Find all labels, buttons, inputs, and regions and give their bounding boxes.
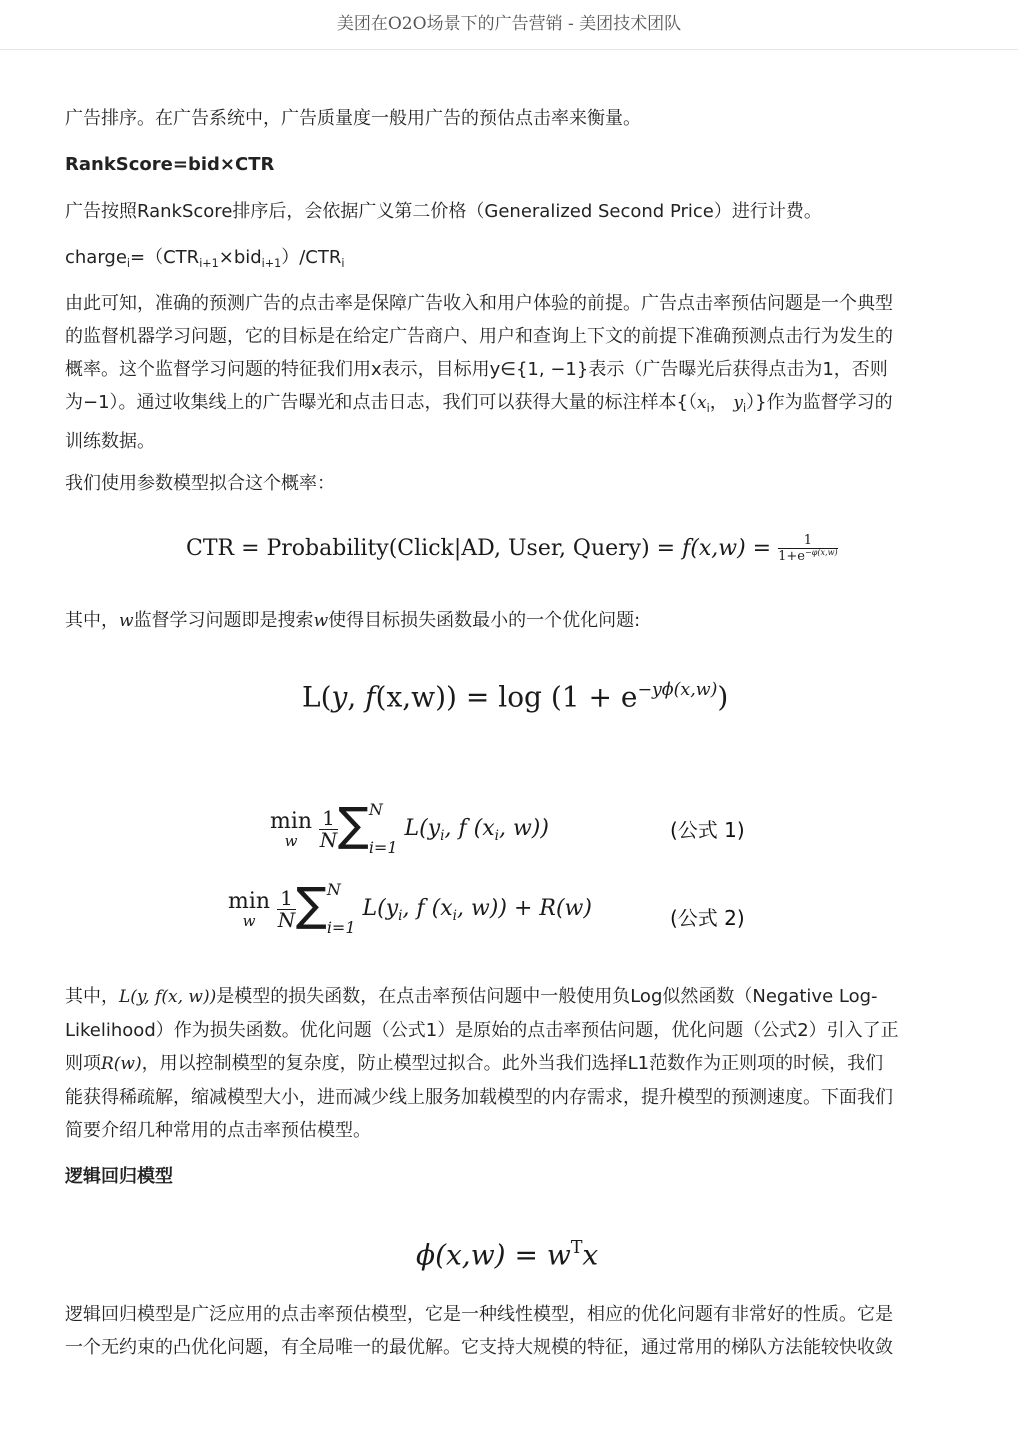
- paragraph-loss-function: 其中，L(y, f(x, w))是模型的损失函数，在点击率预估问题中一般使用负Log似然函数（Negative Log- Likelihood）作为损失函数。优化问题（公式1）是原始的点击率预估问题，优化问题（公式2）引入了正 则项R(w)，用以控制模型的复杂度，防止模型过拟合。此外当我们选择L1范数作为正则项的时候，我们 能获得稀疏解，缩减模型大小，进而减少线上服务加载模型的内存需求，提升模型的预测速度。下面我们 简要介绍几种常用的点击率预估模型。: [65, 986, 899, 1141]
- page-header: [0, 0, 1018, 50]
- paragraph-ad-ranking: 广告排序。在广告系统中，广告质量度一般用广告的预估点击率来衡量。: [65, 108, 641, 129]
- paragraph-gsp: 广告按照RankScore排序后，会依据广义第二价格（Generalized Second Price）进行计费。: [65, 201, 822, 222]
- paragraph-optimization: 其中，w监督学习问题即是搜索w使得目标损失函数最小的一个优化问题:: [65, 610, 641, 631]
- paragraph-param-model: 我们使用参数模型拟合这个概率：: [65, 473, 335, 494]
- objective-equation-2: min w $\frac{1}{N}$ ∑ N i=1 $L(y_i$, f ($x_i$, w)) + R(w): [228, 877, 592, 937]
- charge-formula: $charge_i=(CTR_{i+1}\times bid_{i+1})/CTR_i$: [65, 247, 345, 270]
- objective-equation-1: min w $\frac{1}{N}$ ∑ N i=1 $L(y_i$, f ($x_i$, w)): [270, 797, 549, 857]
- paragraph-logistic-regression: 逻辑回归模型是广泛应用的点击率预估模型，它是一种线性模型，相应的优化问题有非常好的性质。它是 一个无约束的凸优化问题，有全局唯一的最优解。它支持大规模的特征，通过常用的梯队方法能较快收敛: [65, 1304, 893, 1358]
- page-title: 美团在O2O场景下的广告营销 - 美团技术团队: [336, 14, 682, 34]
- equation-1-tag: (公式 1): [670, 818, 745, 842]
- section-heading-logistic-regression: 逻辑回归模型: [65, 1166, 173, 1187]
- ctr-equation: CTR = Probability(Click|AD, User, Query) = f(x,w) = $\frac{1}{1+e^{-\varphi(x,w)}}$: [186, 533, 838, 564]
- paragraph-ctr-problem: 由此可知，准确的预测广告的点击率是保障广告收入和用户体验的前提。广告点击率预估问题是一个典型 的监督机器学习问题，它的目标是在给定广告商户、用户和查询上下文的前提下准确预测点击行为发生的 概率。这个监督学习问题的特征我们用x表示，目标用y∈{1, −1}表示（广告曝光后获得点击为1，否则 为−1）。通过收集线上的广告曝光和点击日志，我们可以获得大量的标注样本{（$x_i$， $y_i$）}作为监督学习的 训练数据。: [65, 293, 893, 452]
- equation-2-tag: (公式 2): [670, 906, 745, 930]
- phi-equation: $\phi(x,w) = w^Tx$: [416, 1238, 599, 1272]
- loss-equation: L(y, $f(x,w)) = \log (1 + e^{-y\phi(x,w)})$: [302, 680, 729, 714]
- rankscore-formula: RankScore=bid×CTR: [65, 154, 275, 175]
